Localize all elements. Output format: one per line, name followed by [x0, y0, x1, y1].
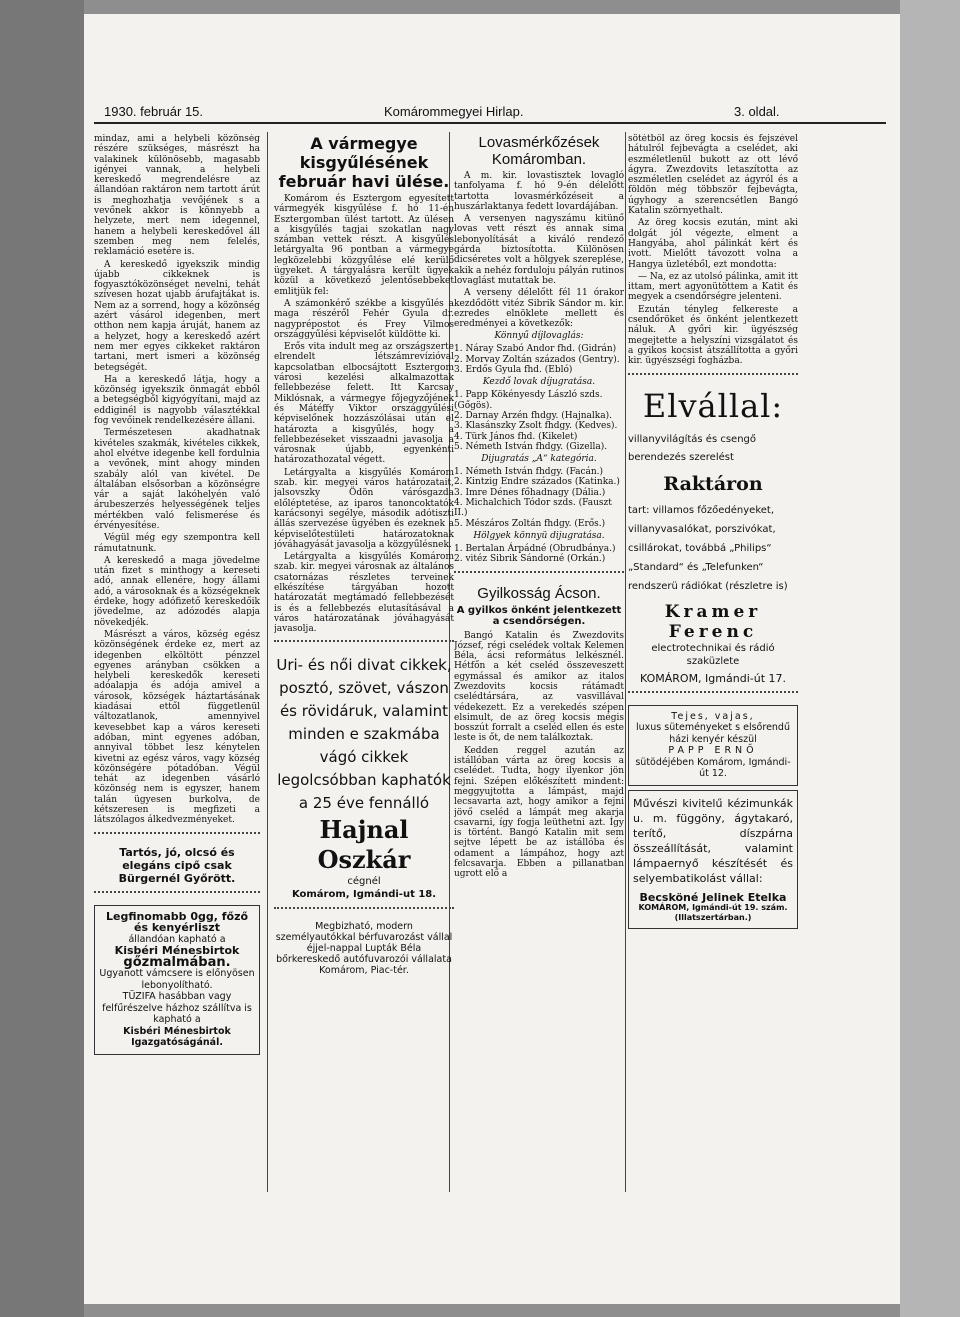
- result-item: 1. Bertalan Árpádné (Obrudbánya.): [454, 543, 616, 554]
- ad-flour-mill: [94, 905, 260, 1055]
- article-paragraph: Ha a kereskedő látja, hogy a közönség igyekszik önmagát ebből a betegségből kigyógyítani, majd az eddiginél is nagyobb választékkal fog vevőinek rendelkezésére állani.: [94, 374, 260, 427]
- article-paragraph: Természetesen akadhatnak kivételes szakmák, kivételes cikkek, ahol elvétve idegenbe kell fordulnia a vevőnek, mint ahogy minden szabály alól van kivétel. De általában elsősorban a közönségre vár a saját lakóhelyén való árubeszerzés helyességének teljes mértékben való felismerése és érvényesítése.: [94, 428, 260, 531]
- article-paragraph: Erős vita indult meg az országszerte elrendelt létszámrevízióval kapcsolatban elbocsájtott Esztergom városi kezelési alkalmazottak fellebbezése felett. Itt Karcsay Miklósnak, a vármegye főjegyzőjének és Mátéffy Viktor országgyűlési képviselőnek hozzászólásai után el határozta a kisgyűlés, hogy a fellebbezéseket visszaadni javasolja a városnak újabb, egyenkénti határozathozatal végett.: [274, 342, 454, 466]
- ad-shoes: Tartós, jó, olcsó és elegáns cipő csak Bürgernél Győrött.: [118, 845, 236, 885]
- section-divider: [274, 640, 454, 648]
- result-item: 2. Kintzig Endre százados (Katinka.): [454, 477, 620, 488]
- article-paragraph: — Na, ez az utolsó pálinka, amit itt ittam, mert agyonütöttem a Katit és megyek a csendőrségre jelenteni.: [628, 271, 798, 303]
- ad-bakery: [628, 705, 798, 786]
- ad-bakery-text: luxus süteményeket s elsőrendű házi kenyér készül: [636, 722, 790, 745]
- ad-handicraft: [628, 790, 798, 930]
- ad-electric-desc: electrotechnikai és rádió szaküzlete: [651, 642, 775, 667]
- ad-bakery-heading: Tejes, vajas,: [671, 710, 755, 722]
- header-rule: [94, 122, 886, 124]
- result-item: 1. Náray Szabó Andor fhd. (Gidrán): [454, 344, 617, 355]
- result-item: 3. Klasánszky Zsolt fhdgy. (Kedves).: [454, 421, 618, 432]
- article-paragraph: Az öreg kocsis ezután, mint aki dolgát jól végezte, elment a Hangyába, ahol pálinkát kért és ivott. Mielőtt távozott volna a Hangya üzletéből, ezt mondotta:: [628, 218, 798, 270]
- ad-line: TÜZIFA hasábban vagy felfűrészelve házhoz szállítva is kapható a: [102, 991, 252, 1026]
- article-paragraph: Másrészt a város, község egész közönségének érdeke ez, mert az idegenben elköltött pénzzel egyenes arányban csökken a helybeli kereskedők kereseti adóalapja és adója amivel a városok, községek háztartásának kiadásai ettől függetlenül változatlanok, amennyivel kevesebbet kap a város kereseti adóban, mint egyenes adóban, annyival többet lesz kénytelen kivetni az egész város, vagy község közönségére pótadóban. Végül tehát az idegenben vásárló közönség nem is egyszer, hanem talán ügyesen burkolva, de kétszeresen is megfizeti a látszólagos álkedvezményeket.: [94, 629, 260, 826]
- ad-handicraft-text: Művészi kivitelű kézimunkák u. m. függöny, ágytakaró, terítő, díszpárna összeállítását, valamint lámpaernyő készítését és selyembatikolást vállal:: [633, 796, 793, 885]
- ad-electric-name: Kramer Ferenc: [664, 601, 762, 642]
- ad-electric-text: villanyvilágítás és csengő berendezés szerelést: [628, 433, 757, 463]
- result-item: 1. Németh István fhdgy. (Facán.): [454, 467, 604, 478]
- article-paragraph: Ezután tényleg felkereste a csendőröket és önként jelentkezett náluk. A győri kir. ügyészség megejtette a helyszíni vizsgálatot és a gyikos kocsist átszállította a győri kir. ügyészségi fogházba.: [628, 304, 798, 367]
- ad-electric-body: tart: villamos főzőedényeket, villanyvasalókat, porszivókat, csillárokat, továbbá „Philips“ „Standard“ és „Telefunken“ rendszerü rádiókat (részletre is): [628, 504, 788, 592]
- ad-line: gőzmalmában.: [123, 954, 231, 970]
- column-4: [628, 134, 798, 933]
- section-divider: [628, 691, 798, 699]
- article-title: A vármegye kisgyűlésének február havi ülése.: [278, 134, 450, 191]
- ad-line: Legfinomabb 0gg, főző és kenyérliszt: [105, 909, 249, 935]
- section-divider: [628, 373, 798, 381]
- article-paragraph: Letárgyalta a kisgyűlés Komárom szab. kir. megyei városnak az általános csatornázas részletes terveinek elkészítése tárgyában hozott határozatát megtámadó fellebbezését is és a fellebbezés elutasításával a város határozatának jóváhagyását javasolja.: [274, 552, 454, 635]
- ad-line: Kisbéri Ménesbirtok: [114, 944, 240, 958]
- ad-bakery-name: PAPP ERNŐ: [668, 745, 758, 757]
- ad-line: Ugyanott vámcsere is előnyösen lebonyolítható.: [99, 968, 255, 991]
- result-item: 5. Németh István fhdgy. (Gizella).: [454, 441, 608, 452]
- result-item: 2. vitéz Sibrik Sándorné (Orkán.): [454, 554, 606, 565]
- column-divider: [625, 132, 626, 1192]
- result-item: 3. Erdős Gyula fhd. (Ebló): [454, 365, 573, 376]
- result-category: Kezdő lovak díjugratása.: [482, 377, 596, 388]
- column-2: [274, 134, 454, 976]
- article-title: Gyilkosság Ácson.: [477, 584, 601, 602]
- article-title: Lovasmérkőzések Komáromban.: [478, 134, 600, 168]
- result-item: 2. Morvay Zoltán százados (Gentry).: [454, 354, 620, 365]
- result-category: Hölgyek könnyü dijugratása.: [473, 530, 605, 541]
- ad-line: állandóan kapható a: [128, 933, 226, 945]
- scan-margin-right: [900, 0, 960, 1317]
- ad-fashion-address: Komárom, Igmándi-ut 18.: [291, 889, 437, 901]
- result-item: 5. Mészáros Zoltán fhdgy. (Erős.): [454, 518, 606, 529]
- ad-handicraft-address: KOMÁROM, Igmándi-út 19. szám. (Illatszertárban.): [638, 903, 788, 923]
- scan-margin-left: [0, 0, 84, 1317]
- ad-electric-stock: Raktáron: [663, 472, 763, 495]
- article-paragraph: A kereskedő a maga jövedelme után fizet s minthogy a kereseti adó, annak ellenére, hogy állami adó, a városoknak és a községeknek érdeke, hogy adófizető kereskedőik jövedelme, az adózodés alapja növekedjék.: [94, 555, 260, 628]
- section-divider: [94, 891, 260, 899]
- result-item: 2. Darnay Arzén fhdgy. (Hajnalka).: [454, 410, 612, 421]
- result-item: 4. Türk János fhd. (Kikelet): [454, 431, 578, 442]
- article-paragraph: A számonkérő székbe a kisgyűlés a maga részéről Fehér Gyula dr. nagyprépostot és Frey Vilmos országgyűlési képviselőt küldötte ki.: [274, 298, 454, 340]
- ad-line: Kisbéri Ménesbirtok Igazgatóságánál.: [123, 1025, 231, 1049]
- article-paragraph: A kereskedő igyekszik mindig újabb cikkeknek is fogyasztóközönséget nevelni, tehát szívesen hozat ujabb árufajtákat is. Nem az a sorrend, hogy a közönség azért vásárol idegenben, mert otthon nem kapja áruját, hanem az a helyzet, hogy a kereskedő azért nem mer egyes cikkeket raktáron tartani, mert ismeri a közönség betegségét.: [94, 259, 260, 373]
- article-paragraph: Végül még egy szempontra kell rámutatnunk.: [94, 533, 260, 554]
- result-item: 4. Michalchich Tódor szds. (Fauszt II.): [454, 498, 612, 519]
- article-paragraph: Kedden reggel azután az istállóban várta az öreg kocsis a cselédet. Tudta, hogy ilyenkor jön fejni. Szépen előkészített mindent: meggyujtotta a lámpást, majd lecsavarta azt, hogy amikor a fejni jövő cseléd a lámpát meg akarja csavarni, így fogja leüthetni azt. Így is történt. Bangó Katalin mit sem sejtve lépett be az istállóba és odament a lámpához, hogy azt felcsavarja. Ebben a pillanatban ugrott elő a: [454, 745, 624, 880]
- column-divider: [267, 132, 268, 1192]
- newspaper-page: [84, 14, 900, 1304]
- article-paragraph: Letárgyalta a kisgyűlés Komárom szab. kir. megyei város határozatait, jalsovszky Ödön várósgazda előléptetése, az iparos tanoncoktatók karácsonyi segélye, második adótiszti állás szervezése ügyében és ezeknek a képviselőtestületi határozatoknak jóváhagyását javasolja a közgyűlésnek.: [274, 467, 454, 550]
- ad-transport: Megbizható, modern személyautókkal bérfuvarozást vállal éjjel-nappal Lupták Béla bőrkereskedő autófuvarozói vállalata Komárom, Piac-tér.: [275, 921, 453, 977]
- result-item: 3. Imre Dénes főhadnagy (Dália.): [454, 487, 606, 498]
- result-item: 1. Papp Kökényesdy László szds. (Gőgös).: [454, 390, 603, 411]
- column-1: [94, 134, 260, 1059]
- article-paragraph: Bangó Katalin és Zwezdovits József, régi cselédek voltak Kelemen Béla, ácsi református lelkésznél. Hétfőn a két cseléd összeveszett egymással és amikor az italos Zwezdovits kocsis rátámadt cselédtársára, az vasvillával védekezett. Ez a verekedés szépen elsimult, de az öreg kocsis mégis bosszút forralt a cseléd ellen és este leste is őt, de nem találkoztak.: [454, 630, 624, 744]
- section-divider: [454, 571, 624, 579]
- ad-electric-heading: Elvállal:: [642, 386, 784, 425]
- ad-fashion-firm: cégnél: [347, 876, 381, 888]
- article-paragraph: A verseny délelőtt fél 11 órakor kezdődött vitéz Sibrik Sándor m. kir. ezredes elnöklete mellett és eredményei a következők:: [454, 288, 624, 330]
- header-paper-name: Komárommegyei Hirlap.: [384, 104, 524, 119]
- header-page-number: 3. oldal.: [734, 104, 780, 119]
- ad-handicraft-name: Becsköné Jelinek Etelka: [639, 890, 787, 904]
- ad-electric-address: KOMÁROM, Igmándi-út 17.: [639, 671, 786, 685]
- page-header: [84, 102, 900, 124]
- article-paragraph: A versenyen nagyszámu kitünő lovas vett részt és annak sima lebonyolítását a kiváló rendező gárda biztosította. Különösen dicséretes volt a hölgyek szereplése, akik a nehéz forduloju pályán rutinos lovaglást mutattak be.: [454, 214, 624, 286]
- result-category: Könnyű díjlovaglás:: [494, 331, 584, 342]
- article-paragraph: sötétből az öreg kocsis és fejszével hátulról fejbevágta a cselédet, aki eszméletlenül bukott az ott lévő ágyra. Zwezdovits letaszította az eszméletlen cselédet az ágyról és a földön még többször fejbevágta, úgyhogy a szerencsétlen Bangó Katalin szörnyethalt.: [628, 134, 798, 217]
- ad-bakery-address: sütödéjében Komárom, Igmándi-út 12.: [635, 756, 791, 780]
- article-paragraph: Komárom és Esztergom egyesített vármegyék kisgyűlése f. hó 11-én Esztergomban ülést tartott. Az ülésen a kisgyűlés tagjai szokatlan nagy számban vettek részt. A kisgyűlés letárgyalta 96 pontban a vármegye legközelebbi közgyűlése elé kerülő ügyeket. A tárgyalásra került ügyek közül a következő jelentősebbeket emlitjük fel:: [274, 194, 454, 297]
- result-category: Dijugratás „A“ kategória.: [481, 454, 597, 465]
- section-divider: [94, 832, 260, 840]
- section-divider: [274, 907, 454, 915]
- article-paragraph: mindaz, ami a helybeli közönség részére szükséges, másrészt ha valakinek különösebb, magasabb igényei vannak, a helybeli kereskedő megrendelésre az állandóan raktáron nem tartott árút is meghozhatja vevőjének s a vevőnek akkor is könnyebb a helyzete, mert nem idegennel, hanem a helybeli kereskedővel áll szemben meg nem felelés, reklamáció esetére is.: [94, 134, 260, 258]
- header-date: 1930. február 15.: [104, 104, 204, 119]
- article-paragraph: A m. kir. lovastisztek lovagló tanfolyama f. hó 9-én délelőtt tartotta lovasmérkőzéseit a huszárlaktanya fedett lovardájában.: [454, 171, 624, 212]
- ad-fashion-name: Hajnal Oszkár: [317, 815, 411, 875]
- ad-fashion-text: Uri- és női divat cikkek, posztó, szövet, vászon és rövidáruk, valamint minden e szakmába vágó cikkek legolcsóbban kaphatók a 25 éve fennálló: [276, 656, 452, 813]
- article-subtitle: A gyilkos önként jelentkezett a csendőrségen.: [456, 604, 622, 627]
- column-3: [454, 134, 624, 882]
